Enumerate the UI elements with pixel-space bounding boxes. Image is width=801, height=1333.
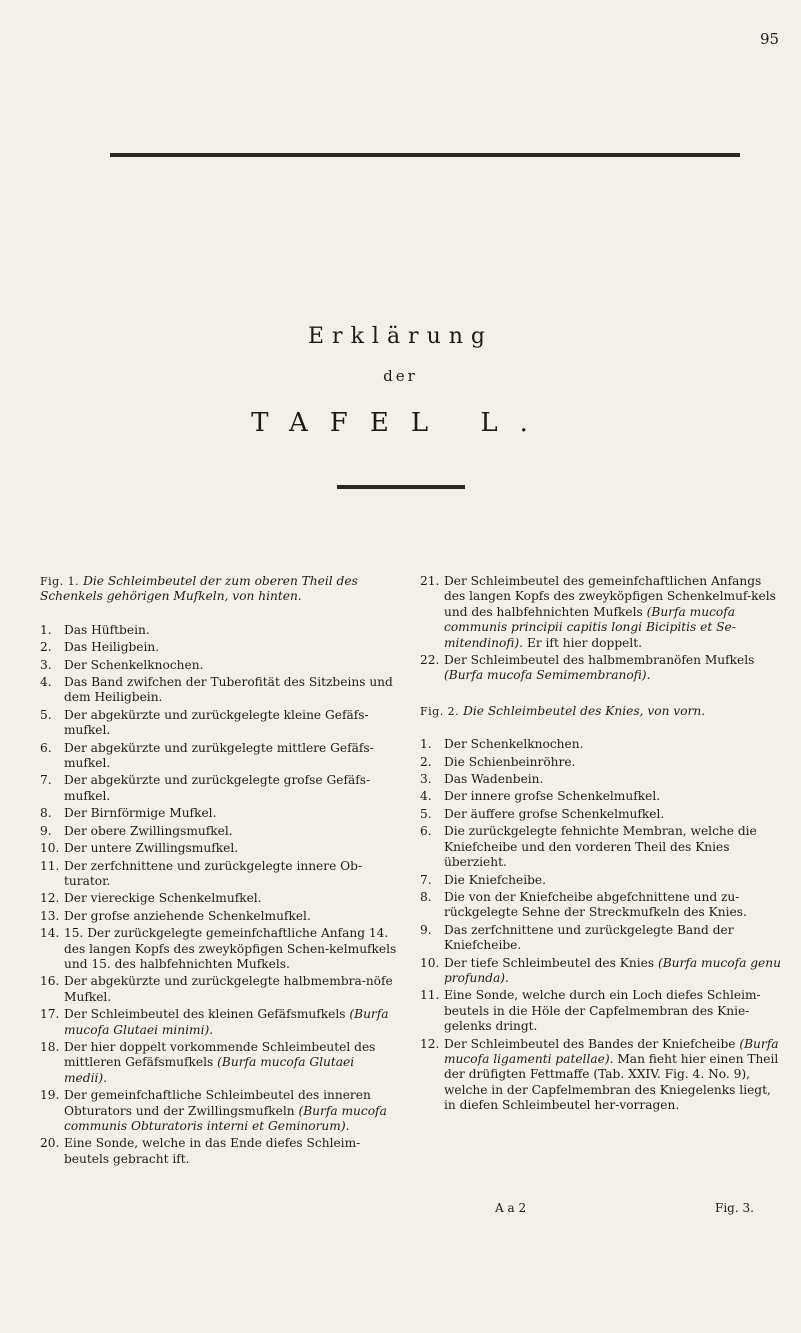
item-latin-name: (Burfa mucofa communis principii capitis longi Bicipitis et Se-mitendinofi). [444,604,736,650]
item-description: Die Schienbeinröhre. [444,754,576,769]
item-number: 20. [40,1136,60,1151]
item-description: Der Schleimbeutel des gemeinfchaftlichen Anfangs des langen Kopfs des zweyköpfigen Schenkelmuf-kels und des halbfehnichten Mufkels [444,574,776,619]
item-number: 7. [420,872,432,887]
list-item [420,807,785,822]
fig2-list [420,737,785,1113]
item-number: 9. [40,823,52,838]
list-item [40,841,400,856]
item-description: Der grofse anziehende Schenkelmufkel. [64,908,311,923]
list-item [420,1037,785,1114]
item-description: Das zerfchnittene und zurückgelegte Band der Kniefcheibe. [444,922,734,953]
item-latin-name: (Burfa mucofa Glutaei medii). [64,1055,355,1085]
item-text [64,926,400,972]
item-number: 16. [40,974,60,989]
item-number: 21. [420,574,440,588]
item-text [64,1007,400,1038]
item-description: Der äuffere grofse Schenkelmufkel. [444,806,665,821]
item-latin-name: (Burfa mucofa ligamenti patellae). [444,1036,779,1066]
list-item [420,873,785,888]
item-number: 7. [40,773,52,788]
item-description: Die von der Kniefcheibe abgefchnittene und zu-rückgelegte Sehne der Streckmufkeln des Knies. [444,889,747,920]
item-text [64,909,400,924]
item-text [444,956,785,987]
title-erklaerung: Erklärung [308,324,493,349]
item-description: Der Schleimbeutel des Bandes der Kniefcheibe [444,1036,736,1051]
item-description: Der zerfchnittene und zurückgelegte innere Ob-turator. [64,858,363,888]
item-number: 5. [420,806,432,821]
list-item [40,909,400,924]
fig1-continued-list [420,574,785,684]
list-item [40,974,400,1005]
list-item [40,1007,400,1038]
catchword: Fig. 3. [715,1201,754,1215]
item-number: 12. [40,891,60,906]
list-item [40,773,400,804]
item-number: 8. [420,889,432,904]
item-description: Das Wadenbein. [444,772,544,787]
item-description: Der Schenkelknochen. [444,737,584,752]
fig2-heading [420,704,785,719]
item-text [64,1136,400,1167]
item-latin-name: (Burfa mucofa Glutaei minimi). [64,1007,389,1037]
item-text [444,737,785,752]
signature-mark: A a 2 [495,1201,527,1215]
item-description: Der abgekürzte und zurückgelegte grofse Gefäfs-mufkel. [64,773,371,803]
item-description: Der Schleimbeutel des kleinen Gefäfsmufkels [64,1007,346,1022]
item-latin-name: (Burfa mucofa genu profunda). [444,955,781,985]
item-number: 4. [420,789,432,804]
list-item [40,926,400,972]
list-item [40,1040,400,1086]
item-number: 6. [40,740,52,755]
title-der: der [383,367,418,385]
list-item [40,891,400,906]
item-description: 15. Der zurückgelegte gemeinfchaftliche Anfang 14. des langen Kopfs des zweyköpfigen Schen-kelmufkels und 15. des halbfehnichten Mufkels. [64,926,397,971]
item-number: 11. [40,858,60,873]
item-text [444,988,785,1034]
item-text [444,923,785,954]
item-note: Er ift hier doppelt. [526,635,642,650]
item-text [444,807,785,822]
item-text [64,623,400,638]
list-item [40,859,400,890]
list-item [420,772,785,787]
fig1-caption: Die Schleimbeutel der zum oberen Theil des Schenkels gehörigen Mufkeln, von hinten. [40,574,358,604]
item-description: Eine Sonde, welche durch ein Loch diefes Schleim-beutels in die Höle der Capfelmembran des Knie-gelenks dringt. [444,988,761,1034]
item-latin-name: (Burfa mucofa Semimembranofi). [444,668,651,683]
left-column [40,574,400,1169]
item-description: Der Schenkelknochen. [64,657,204,672]
item-text [64,841,400,856]
title-tafel: TAFEL L. [251,408,550,438]
item-text [64,806,400,821]
list-item [420,789,785,804]
fig1-list [40,623,400,1167]
item-text [64,708,400,739]
list-item [40,675,400,706]
item-description: Der gemeinfchaftliche Schleimbeutel des inneren Obturators und der Zwillingsmufkeln [64,1088,371,1118]
item-number: 3. [40,657,52,672]
list-item [420,923,785,954]
item-text [444,1037,785,1114]
list-item [40,1088,400,1134]
item-description: Der Birnförmige Mufkel. [64,806,217,821]
list-item [420,956,785,987]
item-description: Der abgekürzte und zurückgelegte halbmembra-nöfe Mufkel. [64,974,393,1004]
item-number: 5. [40,707,52,722]
item-description: Das Hüftbein. [64,622,150,637]
list-item [40,708,400,739]
item-description: Der Schleimbeutel des halbmembranöfen Mufkels [444,653,755,668]
item-number: 13. [40,908,60,923]
item-number: 6. [420,824,432,839]
item-number: 17. [40,1007,60,1022]
fig2-label: Fig. 2. [420,704,460,718]
item-note: Man fieht hier einen Theil der drüfigten Fettmaffe (Tab. XXIV. Fig. 4. No. 9), welche in der Capfelmembran des Kniegelenks liegt, in diefen Schleimbeutel her-vorragen. [444,1051,779,1113]
list-item [420,824,785,870]
list-item [420,890,785,921]
item-description: Der hier doppelt vorkommende Schleimbeutel des mittleren Gefäfsmufkels [64,1039,376,1070]
item-text [64,658,400,673]
item-number: 12. [420,1036,440,1051]
item-text [64,1088,400,1134]
item-text [444,890,785,921]
list-item [40,824,400,839]
item-description: Der untere Zwillingsmufkel. [64,841,239,856]
item-number: 1. [40,622,52,637]
item-latin-name: (Burfa mucofa communis Obturatoris interni et Geminorum). [64,1103,387,1133]
item-text [444,574,785,651]
item-text [444,653,785,684]
item-text [64,891,400,906]
item-description: Die Kniefcheibe. [444,872,547,887]
page-number: 95 [760,30,780,48]
item-number: 19. [40,1088,60,1103]
fig1-heading [40,574,400,605]
list-item [420,574,785,651]
item-text [444,824,785,870]
list-item [420,653,785,684]
item-text [444,873,785,888]
item-number: 14. [40,926,60,941]
item-description: Eine Sonde, welche in das Ende diefes Schleim-beutels gebracht ift. [64,1136,361,1166]
list-item [420,755,785,770]
list-item [40,806,400,821]
list-item [420,988,785,1034]
item-text [64,974,400,1005]
item-number: 3. [420,772,432,787]
list-item [40,741,400,772]
item-text [444,772,785,787]
list-item [40,623,400,638]
item-number: 2. [40,640,52,655]
item-text [444,755,785,770]
item-text [64,741,400,772]
item-number: 11. [420,988,440,1003]
item-number: 9. [420,922,432,937]
item-description: Der innere grofse Schenkelmufkel. [444,789,661,804]
item-description: Das Band zwifchen der Tuberofität des Sitzbeins und dem Heiligbein. [64,675,393,705]
item-number: 18. [40,1039,60,1054]
item-number: 10. [40,841,60,856]
item-description: Die zurückgelegte fehnichte Membran, welche die Kniefcheibe und den vorderen Theil des Knies überzieht. [444,824,757,870]
item-description: Der viereckige Schenkelmufkel. [64,891,262,906]
item-text [444,789,785,804]
item-number: 1. [420,737,432,752]
list-item [40,658,400,673]
item-number: 8. [40,806,52,821]
item-text [64,1040,400,1086]
list-item [40,640,400,655]
list-item [420,737,785,752]
header-rule [110,153,740,157]
item-description: Das Heiligbein. [64,640,160,655]
item-text [64,824,400,839]
item-number: 2. [420,754,432,769]
item-number: 22. [420,653,440,668]
fig2-caption: Die Schleimbeutel des Knies, von vorn. [463,703,706,718]
list-item [40,1136,400,1167]
right-column [420,574,785,1116]
title-rule [337,485,465,489]
item-text [64,859,400,890]
item-text [64,675,400,706]
item-number: 4. [40,675,52,690]
item-description: Der tiefe Schleimbeutel des Knies [444,955,655,970]
fig1-label: Fig. 1. [40,575,80,588]
item-description: Der abgekürzte und zurükgelegte mittlere Gefäfs-mufkel. [64,740,374,771]
item-description: Der obere Zwillingsmufkel. [64,823,233,838]
item-text [64,773,400,804]
item-text [64,640,400,655]
item-description: Der abgekürzte und zurückgelegte kleine Gefäfs-mufkel. [64,707,369,738]
item-number: 10. [420,955,440,970]
